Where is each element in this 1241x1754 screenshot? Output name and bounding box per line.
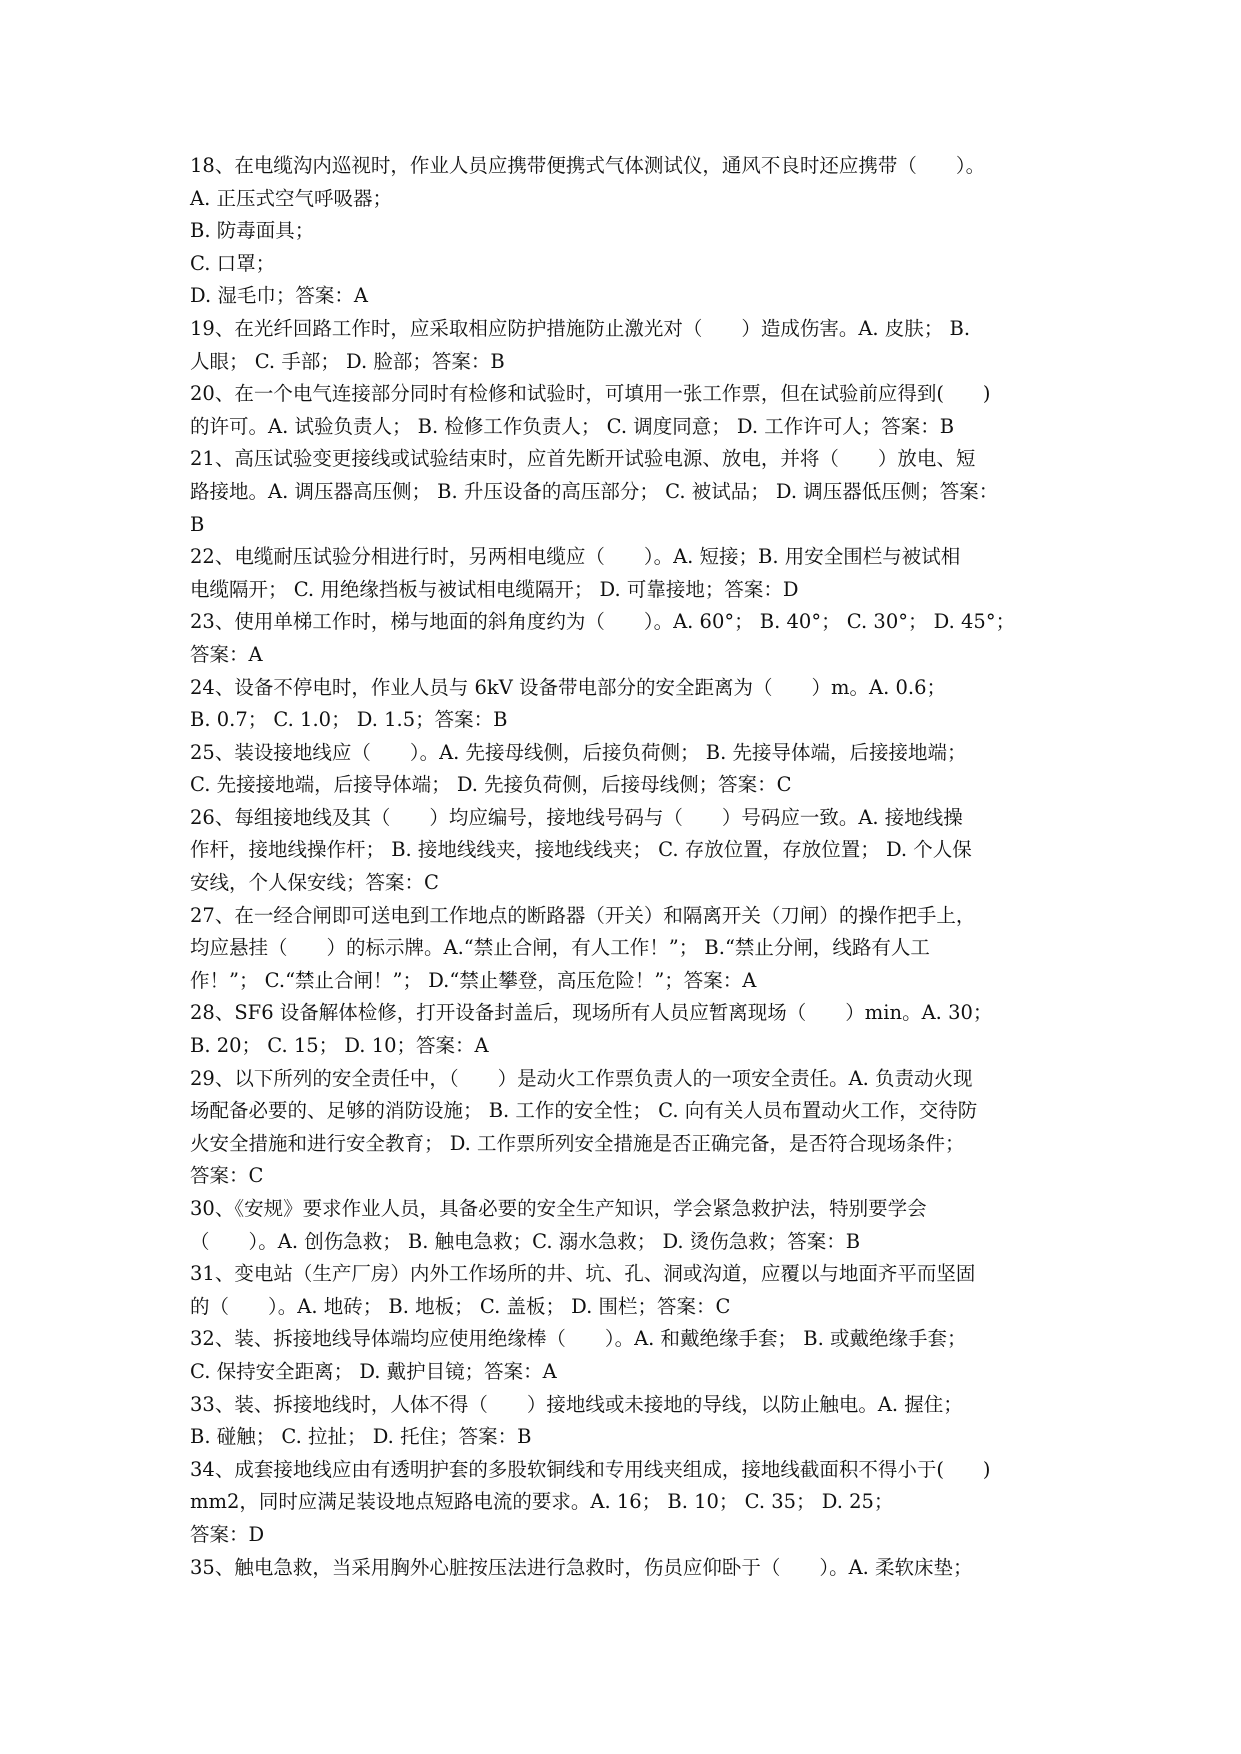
text-line: 29、以下所列的安全责任中，（ ）是动火工作票负责人的一项安全责任。A. 负责动火现 xyxy=(190,1066,973,1090)
text-line: 的许可。A. 试验负责人； B. 检修工作负责人； C. 调度同意； D. 工作许可人；答案：B xyxy=(190,414,955,438)
text-line: 20、在一个电气连接部分同时有检修和试验时，可填用一张工作票，但在试验前应得到( ) xyxy=(190,382,991,406)
text-line: C. 先接接地端，后接导体端； D. 先接负荷侧，后接母线侧；答案：C xyxy=(190,773,792,797)
text-line: A. 正压式空气呼吸器； xyxy=(190,186,392,210)
text-line: 23、使用单梯工作时，梯与地面的斜角度约为（ ）。A. 60°； B. 40°； C. 30°； D. 45°； xyxy=(190,610,1016,634)
text-line: 24、设备不停电时，作业人员与 6kV 设备带电部分的安全距离为（ ）m。A. 0.6； xyxy=(190,675,946,699)
text-line: C. 保持安全距离； D. 戴护目镜；答案：A xyxy=(190,1359,557,1383)
text-line: 33、装、拆接地线时，人体不得（ ）接地线或未接地的导线，以防止触电。A. 握住； xyxy=(190,1392,963,1416)
text-line: 25、装设接地线应（ ）。A. 先接母线侧，后接负荷侧； B. 先接导体端，后接接地端； xyxy=(190,740,967,764)
text-line: 人眼； C. 手部； D. 脸部；答案：B xyxy=(190,349,505,373)
text-line: 路接地。A. 调压器高压侧； B. 升压设备的高压部分； C. 被试品； D. 调压器低压侧；答案： xyxy=(190,479,999,503)
text-line: 34、成套接地线应由有透明护套的多股软铜线和专用线夹组成，接地线截面积不得小于( ) xyxy=(190,1457,991,1481)
text-line: 28、SF6 设备解体检修，打开设备封盖后，现场所有人员应暂离现场（ ）min。A. 30； xyxy=(190,1001,993,1025)
text-line: （ ）。A. 创伤急救； B. 触电急救；C. 溺水急救； D. 烫伤急救；答案：B xyxy=(190,1229,861,1253)
text-line: 18、在电缆沟内巡视时，作业人员应携带便携式气体测试仪，通风不良时还应携带（ ）。 xyxy=(190,154,986,177)
text-line: 作杆，接地线操作杆； B. 接地线线夹，接地线线夹； C. 存放位置，存放位置； D. 个人保 xyxy=(190,838,972,862)
text-line: 安线，个人保安线；答案：C xyxy=(190,871,439,895)
text-line: 22、电缆耐压试验分相进行时，另两相电缆应（ ）。A. 短接；B. 用安全围栏与被试相 xyxy=(190,545,961,569)
text-line: 21、高压试验变更接线或试验结束时，应首先断开试验电源、放电，并将（ ）放电、短 xyxy=(190,447,976,471)
text-line: 26、每组接地线及其（ ）均应编号，接地线号码与（ ）号码应一致。A. 接地线操 xyxy=(190,805,963,829)
text-line: C. 口罩； xyxy=(190,251,276,275)
text-line: 均应悬挂（ ）的标示牌。A.“禁止合闸，有人工作！”； B.“禁止分闸，线路有人工 xyxy=(190,936,930,960)
text-line: B. 20； C. 15； D. 10；答案：A xyxy=(190,1034,489,1058)
text-line: 的（ ）。A. 地砖； B. 地板； C. 盖板； D. 围栏；答案：C xyxy=(190,1294,731,1318)
text-line: 32、装、拆接地线导体端均应使用绝缘棒（ ）。A. 和戴绝缘手套； B. 或戴绝缘手套； xyxy=(190,1327,967,1351)
text-line: B. 碰触； C. 拉扯； D. 托住；答案：B xyxy=(190,1425,532,1449)
text-line: 35、触电急救，当采用胸外心脏按压法进行急救时，伤员应仰卧于（ ）。A. 柔软床垫； xyxy=(190,1555,973,1579)
text-line: 场配备必要的、足够的消防设施； B. 工作的安全性； C. 向有关人员布置动火工作，交待防 xyxy=(190,1099,978,1123)
text-line: 火安全措施和进行安全教育； D. 工作票所列安全措施是否正确完备，是否符合现场条件； xyxy=(190,1131,965,1155)
text-line: D. 湿毛巾；答案：A xyxy=(190,284,368,308)
text-line: 27、在一经合闸即可送电到工作地点的断路器（开关）和隔离开关（刀闸）的操作把手上， xyxy=(190,903,976,927)
text-line: 19、在光纤回路工作时，应采取相应防护措施防止激光对（ ）造成伤害。A. 皮肤； B. xyxy=(190,316,971,340)
text-line: 答案：D xyxy=(190,1522,265,1546)
text-line: 电缆隔开； C. 用绝缘挡板与被试相电缆隔开； D. 可靠接地；答案：D xyxy=(190,577,799,601)
question-text-block xyxy=(190,150,1070,1584)
text-line: 31、变电站（生产厂房）内外工作场所的井、坑、孔、洞或沟道，应覆以与地面齐平而坚固 xyxy=(190,1262,976,1286)
text-line: B xyxy=(190,512,205,536)
text-line: B. 防毒面具； xyxy=(190,219,315,243)
text-line: 答案：C xyxy=(190,1164,264,1188)
text-line: B. 0.7； C. 1.0； D. 1.5；答案：B xyxy=(190,708,508,732)
text-line: 作！”； C.“禁止合闸！”； D.“禁止攀登，高压危险！”；答案：A xyxy=(190,968,757,992)
text-line: 答案：A xyxy=(190,642,263,666)
text-line: mm2，同时应满足装设地点短路电流的要求。A. 16； B. 10； C. 35； D. 25； xyxy=(190,1490,894,1514)
text-line: 30、《安规》要求作业人员，具备必要的安全生产知识，学会紧急救护法，特别要学会 xyxy=(190,1197,927,1220)
